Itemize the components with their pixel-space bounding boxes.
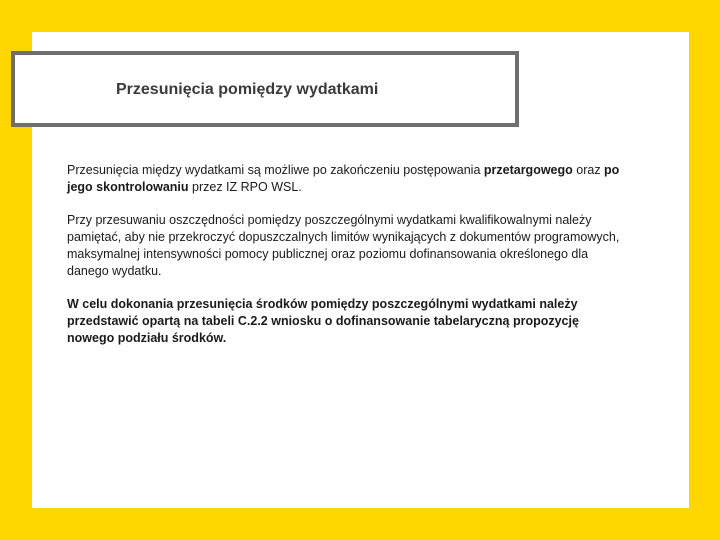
slide-title: Przesunięcia pomiędzy wydatkami [116, 81, 379, 98]
p1-text-2: oraz [572, 163, 605, 177]
title-box [11, 51, 519, 127]
p1-text-1: Przesunięcia między wydatkami są możliwe po zakończeniu postępowania [67, 163, 484, 177]
p3-bold: W celu dokonania przesunięcia środków pomiędzy poszczególnymi wydatkami należy przedstawić opartą na tabeli C.2.2 wniosku o dofinansowanie tabelaryczną propozycję nowego podziału środków. [67, 297, 579, 345]
paragraph-1 [67, 162, 627, 196]
p1-bold-1: przetargowego [483, 163, 573, 177]
slide-content [67, 162, 627, 363]
paragraph-3 [67, 296, 627, 347]
p1-text-3: przez IZ RPO WSL. [188, 180, 302, 194]
p1-bold-2: po jego skontrolowaniu [67, 163, 620, 194]
paragraph-2: Przy przesuwaniu oszczędności pomiędzy poszczególnymi wydatkami kwalifikowalnymi należy pamiętać, aby nie przekroczyć dopuszczalnych limitów wynikających z dokumentów programowych, maksymalnej intensywności pomocy publicznej oraz poziomu dofinansowania określonego dla danego wydatku. [67, 213, 620, 278]
